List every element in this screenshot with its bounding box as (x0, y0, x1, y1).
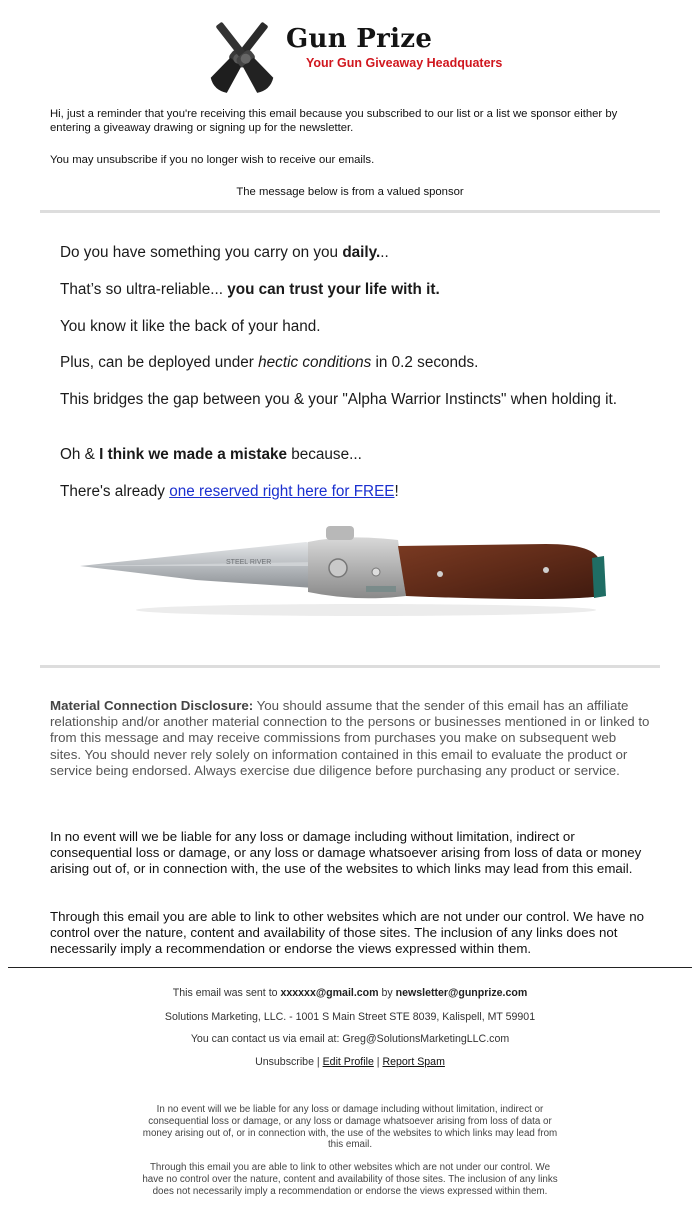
disclosure-label: Material Connection Disclosure: (50, 698, 254, 713)
unsubscribe-link[interactable]: Unsubscribe (255, 1056, 314, 1068)
text: This email was sent to (172, 987, 281, 999)
report-spam-link[interactable]: Report Spam (382, 1056, 445, 1068)
italic-text: hectic conditions (258, 354, 372, 371)
message-paragraph (60, 446, 645, 464)
text: in 0.2 seconds. (371, 354, 479, 371)
company-address: Solutions Marketing, LLC. - 1001 S Main Street STE 8039, Kalispell, MT 59901 (164, 1011, 536, 1023)
text: by (378, 987, 396, 999)
message-paragraph (60, 483, 645, 501)
gun-prize-logo (200, 12, 503, 96)
separator: | (313, 1056, 323, 1068)
divider (40, 665, 660, 668)
blade-engraving: STEEL RIVER (226, 559, 272, 566)
free-offer-link[interactable]: one reserved right here for FREE (169, 483, 395, 500)
message-paragraph (60, 281, 645, 299)
crossed-revolvers-icon (200, 14, 284, 96)
material-connection-disclosure (50, 698, 650, 779)
stiletto-knife-image[interactable] (76, 522, 616, 620)
message-paragraph (60, 354, 645, 372)
text: Oh & (60, 446, 100, 463)
separator: | (373, 1056, 383, 1068)
divider (40, 210, 660, 213)
sent-to-line (0, 987, 700, 999)
text: There's already (60, 483, 170, 500)
footer-divider (8, 967, 692, 968)
unsubscribe-note: You may unsubscribe if you no longer wish to receive our emails. (50, 154, 375, 166)
contact-line: You can contact us via email at: Greg@SolutionsMarketingLLC.com (190, 1033, 510, 1045)
sender-email: newsletter@gunprize.com (395, 987, 528, 999)
text: .. (380, 244, 389, 261)
text: Do you have something you carry on you (60, 244, 343, 261)
sponsor-note: The message below is from a valued sponsor (236, 186, 464, 198)
message-paragraph: You know it like the back of your hand. (60, 318, 321, 335)
footer-links (0, 1056, 700, 1068)
edit-profile-link[interactable]: Edit Profile (322, 1056, 374, 1068)
text: Plus, can be deployed under (60, 354, 259, 371)
external-links-notice: Through this email you are able to link to other websites which are not under our control. We have no control over the nature, content and availability of those sites. The inclusion of any links does not necessarily imply a recommendation or endorse the views expressed within them. (50, 909, 645, 957)
subscription-reminder: Hi, just a reminder that you're receiving this email because you subscribed to our list or a list we sponsor either by entering a giveaway drawing or signing up for the newsletter. (50, 108, 618, 134)
liability-notice: In no event will we be liable for any loss or damage including without limitation, indirect or consequential loss or damage, or any loss or damage whatsoever arising from loss of data or money arising out of, or in connection with, the use of the websites to which links may lead from this email. (50, 829, 642, 877)
message-paragraph: This bridges the gap between you & your "Alpha Warrior Instincts" when holding it. (60, 391, 618, 408)
text: That’s so ultra-reliable... (60, 281, 228, 298)
brand-name: Gun Prize (286, 24, 433, 54)
disclosure-text: You should assume that the sender of this email has an affiliate relationship and/or another material connection to the persons or businesses mentioned in or linked to from this message and may receive commissions from purchases you make on subsequent web sites. You should never rely solely on information contained in this email to evaluate the product or service being endorsed. Always exercise due diligence before purchasing any product or service. (50, 698, 650, 778)
brand-tagline: Your Gun Giveaway Headquaters (306, 56, 503, 70)
message-paragraph (60, 244, 645, 262)
emphasis: you can trust your life with it. (227, 281, 440, 298)
footer-links-notice: Through this email you are able to link to other websites which are not under our control. We have no control over the nature, content and availability of those sites. The inclusion of any links does not necessarily imply a recommendation or endorse the views expressed within them. (142, 1162, 558, 1197)
emphasis: daily. (342, 244, 381, 261)
text: ! (394, 483, 399, 500)
emphasis: I think we made a mistake (99, 446, 287, 463)
footer-liability-notice: In no event will we be liable for any loss or damage including without limitation, indirect or consequential loss or damage, or any loss or damage whatsoever arising from loss of data or money arising out of, or in connection with, the use of the websites to which links may lead from this email. (142, 1104, 558, 1151)
text: because... (287, 446, 362, 463)
recipient-email: xxxxxx@gmail.com (280, 987, 379, 999)
